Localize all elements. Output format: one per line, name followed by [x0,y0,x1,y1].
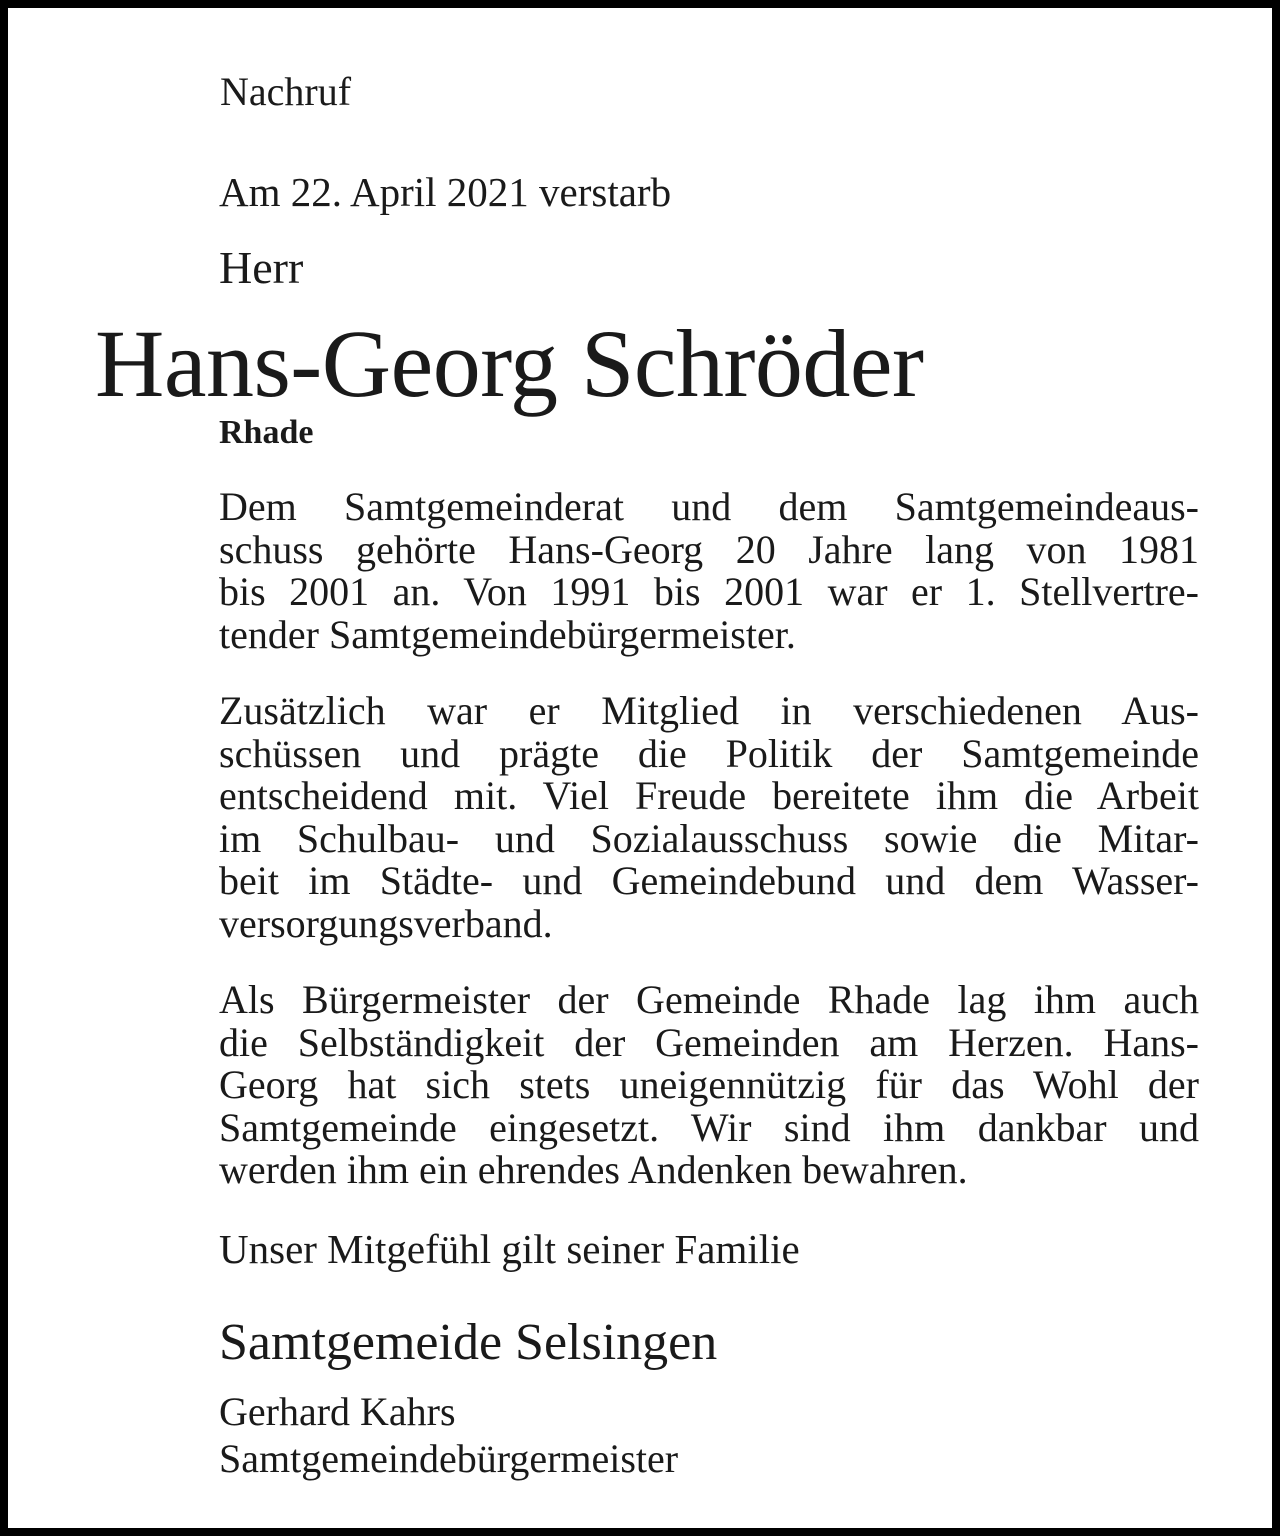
deceased-name: Hans-Georg Schröder [95,310,924,417]
paragraph-line: Samtgemeinde eingesetzt. Wir sind ihm dankbar und [219,1104,1199,1150]
paragraph-line: beit im Städte- und Gemeindebund und dem Wasser- [219,858,1199,903]
honorific-title: Herr [219,242,304,293]
paragraph-line: bis 2001 an. Von 1991 bis 2001 war er 1. Stellvertre- [219,569,1199,614]
paragraph-line: schüssen und prägte die Politik der Samtgemeinde [219,730,1199,776]
paragraph-line: die Selbständigkeit der Gemeinden am Herzen. Hans- [219,1019,1199,1065]
condolence-text: Unser Mitgefühl gilt seiner Familie [219,1226,800,1272]
paragraph-line: schuss gehörte Hans-Georg 20 Jahre lang von 1981 [219,526,1199,572]
paragraph-line: Zusätzlich war er Mitglied in verschiedenen Aus- [219,688,1199,733]
paragraph-line: im Schulbau- und Sozialausschuss sowie die Mitar- [219,815,1199,861]
paragraph-line: Dem Samtgemeinderat und dem Samtgemeindeaus- [219,484,1199,529]
paragraph-3 [219,979,1199,1192]
paragraph-2 [219,690,1199,945]
signatory-name: Gerhard Kahrs [219,1389,456,1434]
paragraph-line: versorgungsverband. [219,900,553,946]
signatory-role: Samtgemeindebürgermeister [219,1436,679,1481]
paragraph-line: Als Bürgermeister der Gemeinde Rhade lag ihm auch [219,977,1199,1022]
paragraph-line: entscheidend mit. Viel Freude bereitete ihm die Arbeit [219,773,1199,818]
death-date-line: Am 22. April 2021 verstarb [219,169,672,215]
signing-organization: Samtgemeide Selsingen [219,1314,718,1371]
paragraph-line: werden ihm ein ehrendes Andenken bewahren. [219,1147,968,1192]
paragraph-1 [219,486,1199,656]
paragraph-line: tender Samtgemeindebürgermeister. [219,611,796,657]
deceased-place: Rhade [219,414,314,451]
notice-heading: Nachruf [220,69,352,114]
paragraph-line: Georg hat sich stets uneigennützig für das Wohl der [219,1062,1199,1107]
